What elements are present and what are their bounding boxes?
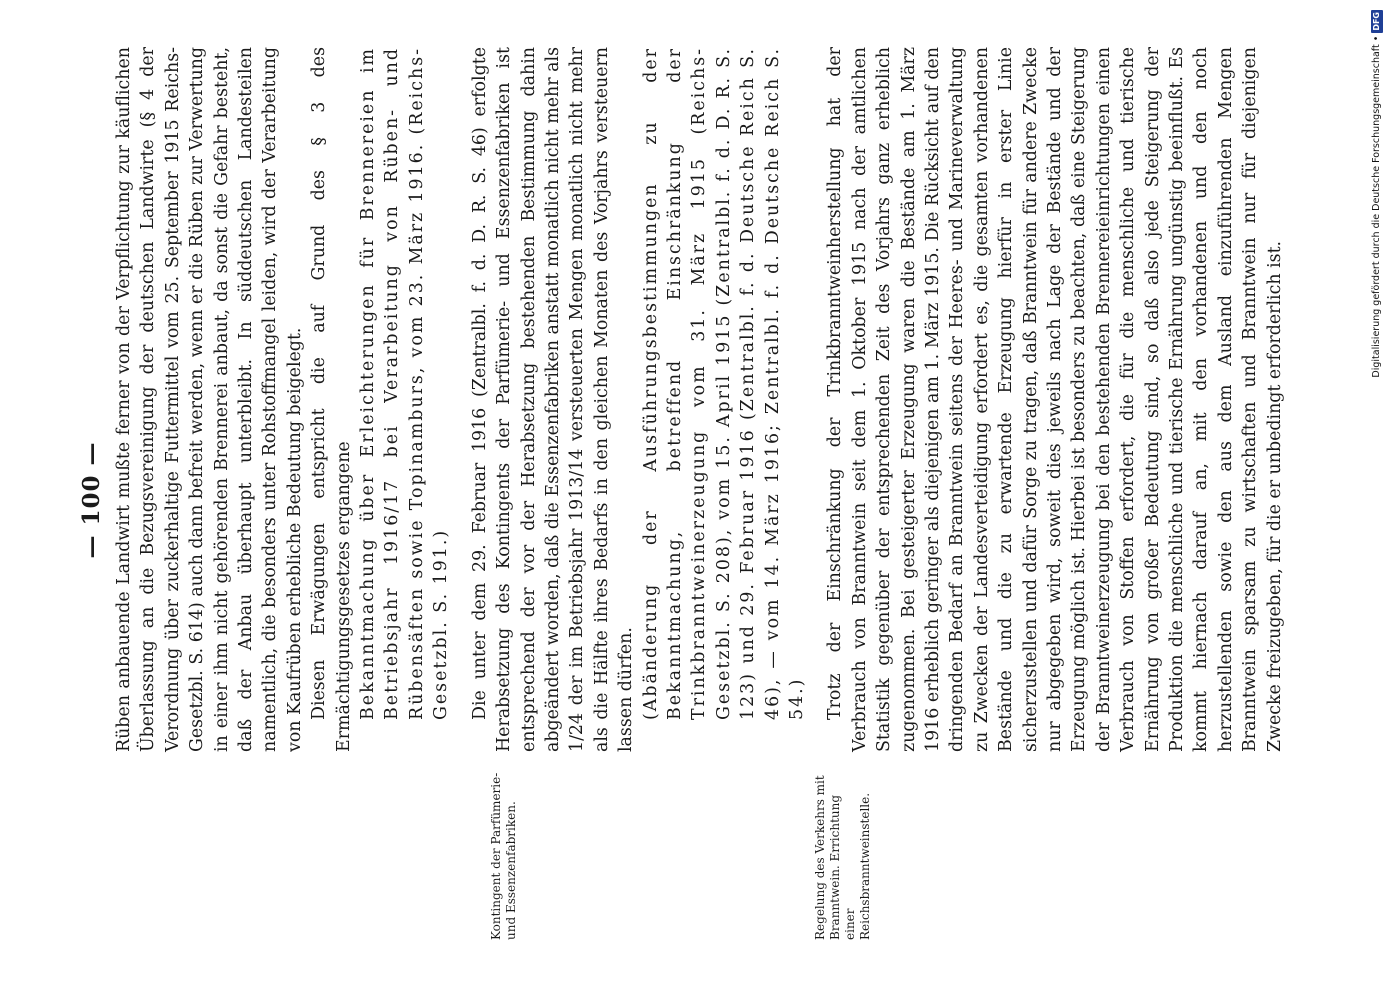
page-number: — 100 — [78,441,105,559]
paragraph-announcement-distilleries: Bekanntmachung über Erleichterungen für Brennereien im Betriebsjahr 1916/17 bei Verarbeitung von Rüben- und Rübensäften sowie Topinamburs, vom 23. März 1916. (Reichs-Gesetzbl. S. 191.) [358,47,452,720]
margin-note-perfumery-contingent: Kontingent der Parfümerie- und Essenzenfabriken. [489,772,518,940]
dfg-logo: DFG [1372,12,1381,31]
body-text [112,47,1287,752]
paragraph-amendment-regulations: (Abänderung der Ausführungsbestimmungen zu der Bekanntmachung, betreffend Einschränkung der Trinkbranntweinerzeugung vom 31. März 1915 (Reichs-Gesetzbl. S. 208), vom 15. April 1915 (Zentralbl. f. d. D. R. S. 123) und 29. Februar 1916 (Zentralbl. f. d. Deutsche Reich S. 46), — vom 14. März 1916; Zentralbl. f. d. Deutsche Reich S. 54.) [640,47,807,720]
paragraph-considerations: Diesen Erwägungen entspricht die auf Grund des § 3 des Ermächtigungsgesetzes ergangene [309,47,354,752]
paragraph-perfumery-contingent: Die unter dem 29. Februar 1916 (Zentralbl. f. d. D. R. S. 46) erfolgte Herabsetzung des Kontingents der Parfümerie- und Essenzenfabriken ist entsprechend der vor der Herabsetzung bestehenden Bestimmung dahin abgeändert worden, daß die Essenzenfabriken anstatt monatlich nicht mehr als 1/24 der im Betriebsjahr 1913/14 versteuerten Mengen monatlich nicht mehr als die Hälfte ihres Bedarfs in den gleichen Monaten des Vorjahrs versteuern lassen dürfen. [469,47,637,752]
paragraph-beet-farmers: Rüben anbauende Landwirt mußte ferner von der Verpflichtung zur käuflichen Überlassung an die Bezugsvereinigung der deutschen Landwirte (§ 4 der Verordnung über zuckerhaltige Futtermittel vom 25. September 1915 Reichs-Gesetzbl. S. 614) auch dann befreit werden, wenn er die Rüben zur Verwertung in einer ihm nicht gehörenden Brennerei anbaut, da sonst die Gefahr besteht, daß der Anbau überhaupt unterbleibt. In süddeutschen Landesteilen namentlich, die besonders unter Rohstoffmangel leiden, wird der Verarbeitung von Kaufrüben erhebliche Bedeutung beigelegt. [114,47,305,752]
funding-notice-text: Digitalisierung gefördert durch die Deutsche Forschungsgemeinschaft • [1371,35,1382,378]
paragraph-spirits-consumption: Trotz der Einschränkung der Trinkbranntweinherstellung hat der Verbrauch von Branntwein seit dem 1. Oktober 1915 nach der amtlichen Statistik gegenüber der entsprechenden Zeit des Vorjahrs ganz erheblich zugenommen. Bei gesteigerter Erzeugung waren die Bestände am 1. März 1916 erheblich geringer als diejenigen am 1. März 1915. Die Rücksicht auf den dringenden Bedarf an Branntwein seitens der Heeres- und Marineverwaltung zu Zwecken der Landesverteidigung erfordert es, die gesamten vorhandenen Bestände und die zu erwartende Erzeugung hierfür in erster Linie sicherzustellen und dafür Sorge zu tragen, daß Branntwein für andere Zwecke nur abgegeben wird, soweit dies jeweils nach Lage der Bestände und der Erzeugung möglich ist. Hierbei ist besonders zu beachten, daß eine Steigerung der Branntweinerzeugung bei den bestehenden Brennereieinrichtungen einen Verbrauch von Stoffen erfordert, die für die menschliche und tierische Ernährung von großer Bedeutung sind, so daß also jede Steigerung der Produktion die menschliche und tierische Ernährung ungünstig beeinflußt. Es kommt hiernach darauf an, mit den vorhandenen und den noch herzustellenden sowie den aus dem Ausland einzuführenden Mengen Branntwein sparsam zu wirtschaften und Branntwein nur für diejenigen Zwecke freizugeben, für die er unbedingt erforderlich ist. [825,47,1285,752]
funding-notice [1371,10,1383,1000]
margin-note-spirits-regulation: Regelung des Verkehrs mit Branntwein. Errichtung einer Reichsbranntweinstelle. [813,775,872,940]
